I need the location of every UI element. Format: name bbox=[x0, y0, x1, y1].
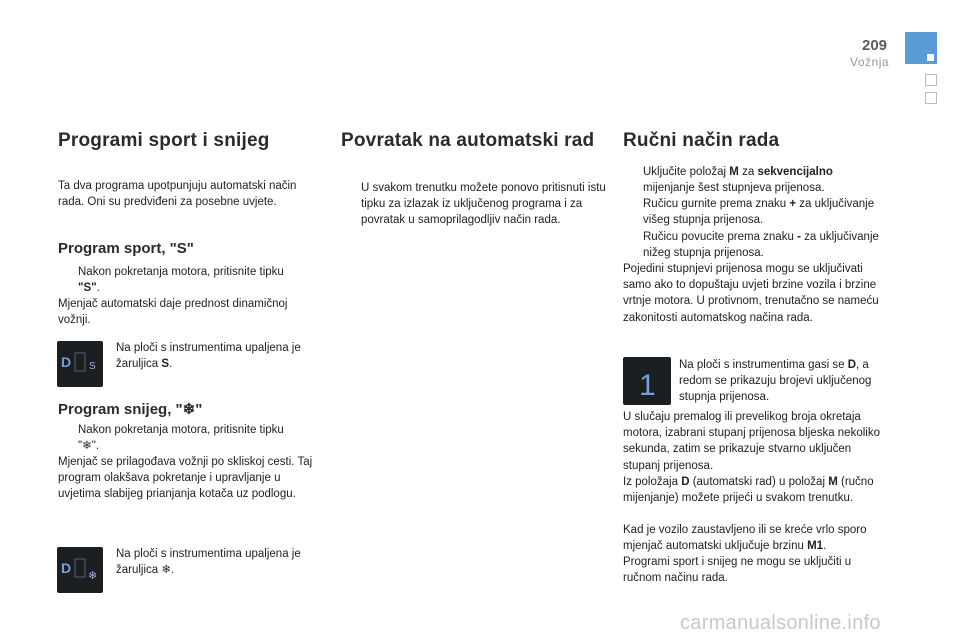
panel-d-letter: D bbox=[61, 560, 72, 576]
panel-segment bbox=[75, 353, 85, 371]
watermark: carmanualsonline.info bbox=[680, 612, 881, 634]
snow-bullet: Nakon pokretanja motora, pritisnite tipku "❄". bbox=[78, 424, 284, 453]
manual-bullet-1: Uključite položaj M za sekvencijalno mijenjanje šest stupnjeva prijenosa. bbox=[643, 166, 833, 195]
sport-indicator-icon bbox=[57, 341, 103, 387]
instrument-panel-snow bbox=[57, 547, 103, 593]
column-manual bbox=[623, 130, 888, 152]
section-title: Ručni način rada bbox=[623, 130, 780, 151]
sport-lamp-text: Na ploči s instrumentima upaljena je žaruljica S. bbox=[116, 342, 301, 371]
manual-para-3: Iz položaja D (automatski rad) u položaj M (ručno mijenjanje) možete prijeći u svakom trenutku. bbox=[623, 476, 874, 505]
manual-para-2: U slučaju premalog ili prevelikog broja okretaja motora, izabrani stupanj prijenosa bljeska nekoliko sekunda, zatim se prikazuje stvarno uključen stupanj prijenosa. bbox=[623, 411, 880, 472]
manual-bullet-3: Ručicu povucite prema znaku - za uključivanje nižeg stupnja prijenosa. bbox=[643, 231, 879, 260]
manual-para-1: Pojedini stupnjevi prijenosa mogu se uključivati samo ako to dopuštaju uvjeti brzine vozila i brzine vrtnje motora. U protivnom, trenutačno se nameću zakonitosti automatskog načina rada. bbox=[623, 263, 879, 324]
sport-bullet: Nakon pokretanja motora, pritisnite tipku "S". bbox=[78, 266, 284, 295]
chapter-box bbox=[925, 74, 937, 86]
section-title: Programi sport i snijeg bbox=[58, 130, 270, 151]
snow-indicator-icon bbox=[57, 547, 103, 593]
sport-text: Mjenjač automatski daje prednost dinamičnoj vožnji. bbox=[58, 298, 288, 327]
page-number: 209 bbox=[862, 37, 888, 54]
section-name: Vožnja bbox=[850, 55, 890, 69]
column-auto-return bbox=[341, 130, 606, 152]
sport-heading: Program sport, "S" bbox=[58, 240, 194, 257]
chapter-tab bbox=[905, 32, 937, 64]
column-sport-snow bbox=[58, 130, 323, 152]
snowflake-icon: ❄ bbox=[82, 440, 92, 453]
snowflake-icon: ❄ bbox=[182, 401, 196, 418]
snow-heading: Program snijeg, "❄" bbox=[58, 401, 203, 418]
panel-s-letter: S bbox=[89, 361, 96, 372]
snow-text: Mjenjač se prilagođava vožnji po skliskoj cesti. Taj program olakšava pokretanje i upravljanje u uvjetima slabijeg prianjanja kotača uz podlogu. bbox=[58, 456, 313, 501]
instrument-panel-sport bbox=[57, 341, 103, 387]
snowflake-icon: ❄ bbox=[161, 564, 172, 577]
manual-para-5: Programi sport i snijeg ne mogu se uključiti u ručnom načinu rada. bbox=[623, 556, 852, 585]
panel-gear-digit: 1 bbox=[639, 369, 656, 402]
tab-marker bbox=[927, 54, 934, 61]
chapter-box bbox=[925, 92, 937, 104]
auto-return-bullet: U svakom trenutku možete ponovo pritisnuti istu tipku za izlazak iz uključenog programa i za povratak u samoprilagodljiv način rada. bbox=[361, 182, 606, 227]
manual-para-4: Kad je vozilo zaustavljeno ili se kreće vrlo sporo mjenjač automatski uključuje brzinu M1. bbox=[623, 524, 867, 553]
gear-indicator-icon bbox=[623, 357, 671, 405]
manual-lamp-text: Na ploči s instrumentima gasi se D, a redom se prikazuju brojevi uključenog stupnja prijenosa. bbox=[679, 359, 872, 404]
panel-segment bbox=[75, 559, 85, 577]
manual-bullet-2: Ručicu gurnite prema znaku + za uključivanje višeg stupnja prijenosa. bbox=[643, 198, 875, 227]
panel-d-letter: D bbox=[61, 354, 72, 370]
instrument-panel-manual bbox=[623, 357, 671, 405]
panel-snowflake: ❄ bbox=[88, 569, 98, 582]
snow-lamp-text: Na ploči s instrumentima upaljena je žaruljica ❄. bbox=[116, 548, 301, 577]
intro-text: Ta dva programa upotpunjuju automatski način rada. Oni su predviđeni za posebne uvjete. bbox=[58, 180, 297, 209]
section-title: Povratak na automatski rad bbox=[341, 130, 595, 151]
